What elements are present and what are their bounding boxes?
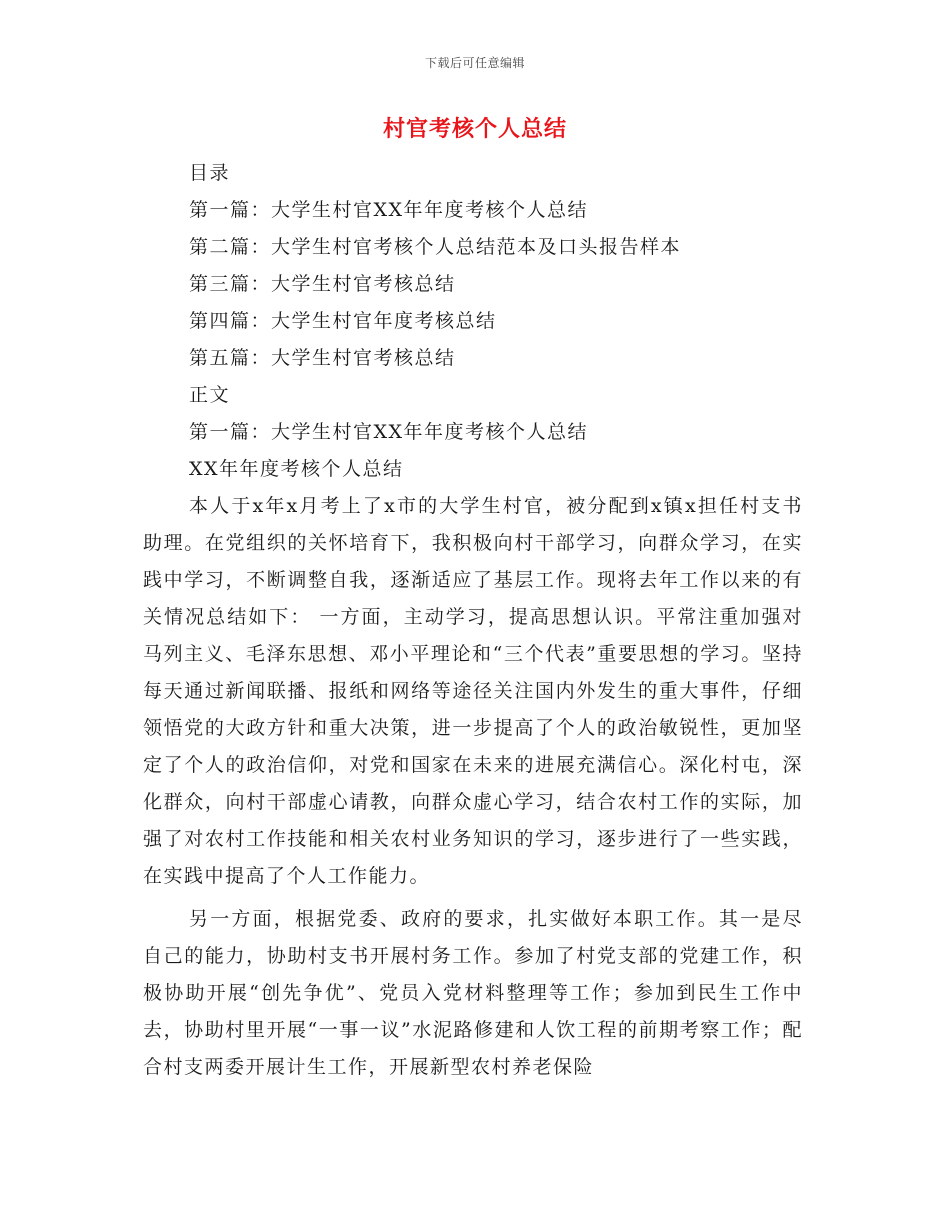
- body-paragraph-2: 另一方面，根据党委、政府的要求，扎实做好本职工作。其一是尽自己的能力，协助村支书开展村务工作。参加了村党支部的党建工作，积极协助开展“创先争优”、党员入党材料整理等工作；参加到民生工作中去，协助村里开展“一事一议”水泥路修建和人饮工程的前期考察工作；配合村支两委开展计生工作，开展新型农村养老保险: [143, 908, 803, 1078]
- toc-item-4: 第四篇：大学生村官年度考核总结: [189, 310, 497, 332]
- body-heading: 正文: [189, 384, 231, 406]
- toc-heading: 目录: [189, 162, 231, 184]
- section-title: 第一篇：大学生村官XX年年度考核个人总结: [189, 421, 589, 443]
- toc-item-2: 第二篇：大学生村官考核个人总结范本及口头报告样本: [189, 236, 682, 258]
- section-subtitle: XX年年度考核个人总结: [189, 458, 404, 480]
- toc-item-3: 第三篇：大学生村官考核总结: [189, 273, 456, 295]
- toc-item-5: 第五篇：大学生村官考核总结: [189, 347, 456, 369]
- toc-item-1: 第一篇：大学生村官XX年年度考核个人总结: [189, 199, 589, 221]
- document-title: 村官考核个人总结: [382, 116, 567, 142]
- body-paragraph-1: 本人于x年x月考上了x市的大学生村官，被分配到x镇x担任村支书助理。在党组织的关怀培育下，我积极向村干部学习，向群众学习，在实践中学习，不断调整自我，逐渐适应了基层工作。现将去年工作以来的有关情况总结如下： 一方面，主动学习，提高思想认识。平常注重加强对马列主义、毛泽东思想、邓小平理论和“三个代表”重要思想的学习。坚持每天通过新闻联播、报纸和网络等途径关注国内外发生的重大事件，仔细领悟党的大政方针和重大决策，进一步提高了个人的政治敏锐性，更加坚定了个人的政治信仰，对党和国家在未来的进展充满信心。深化村屯，深化群众，向村干部虚心请教，向群众虚心学习，结合农村工作的实际，加强了对农村工作技能和相关农村业务知识的学习，逐步进行了一些实践，在实践中提高了个人工作能力。: [143, 495, 803, 887]
- page-header-note: 下载后可任意编辑: [424, 56, 525, 70]
- document-body: [143, 155, 803, 1086]
